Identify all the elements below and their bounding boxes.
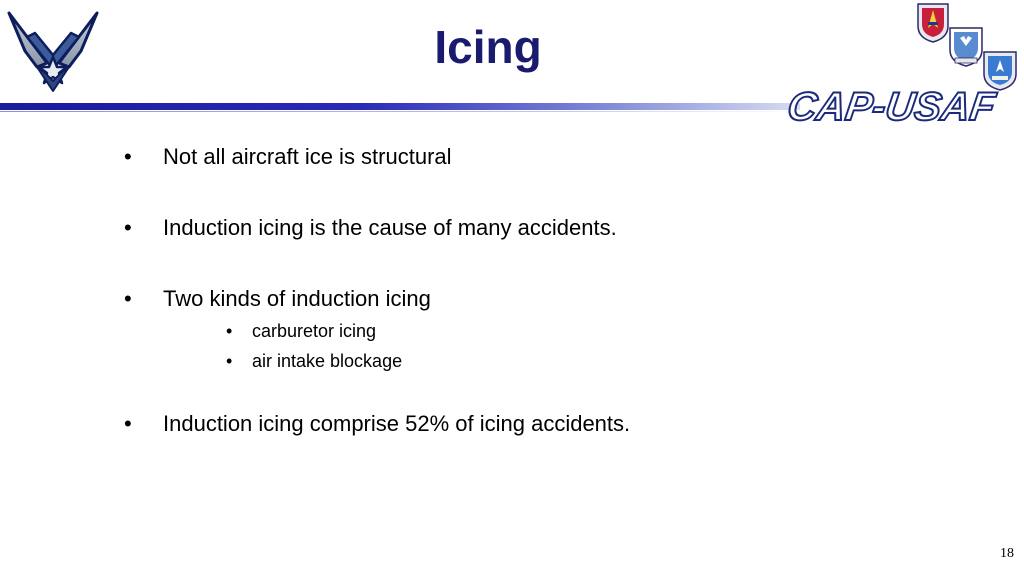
bullet-text: Not all aircraft ice is structural: [163, 144, 452, 169]
bullet-glyph: •: [226, 351, 233, 371]
sub-bullet-text: carburetor icing: [252, 321, 377, 341]
title-divider: [0, 103, 800, 110]
bullet-glyph: •: [226, 321, 233, 341]
bullet-text: Induction icing comprise 52% of icing accidents.: [163, 411, 631, 436]
title-divider-thin: [0, 111, 800, 112]
sub-bullet-text: air intake blockage: [252, 351, 403, 371]
bullet-text: Two kinds of induction icing: [163, 286, 431, 311]
bullet-glyph: •: [124, 411, 132, 436]
slide-title: Icing: [434, 21, 542, 73]
cap-usaf-region-emblem-icon: [950, 28, 982, 66]
bullet-glyph: •: [124, 144, 132, 169]
page-number: 18: [1000, 546, 1014, 561]
bullet-text: Induction icing is the cause of many accidents.: [163, 215, 617, 240]
cap-usaf-wordmark: CAP-USAF: [784, 85, 998, 129]
bullet-glyph: •: [124, 215, 132, 240]
command-badges: [912, 0, 1024, 94]
command-shield-emblem-icon: [918, 4, 948, 42]
bullet-glyph: •: [124, 286, 132, 311]
